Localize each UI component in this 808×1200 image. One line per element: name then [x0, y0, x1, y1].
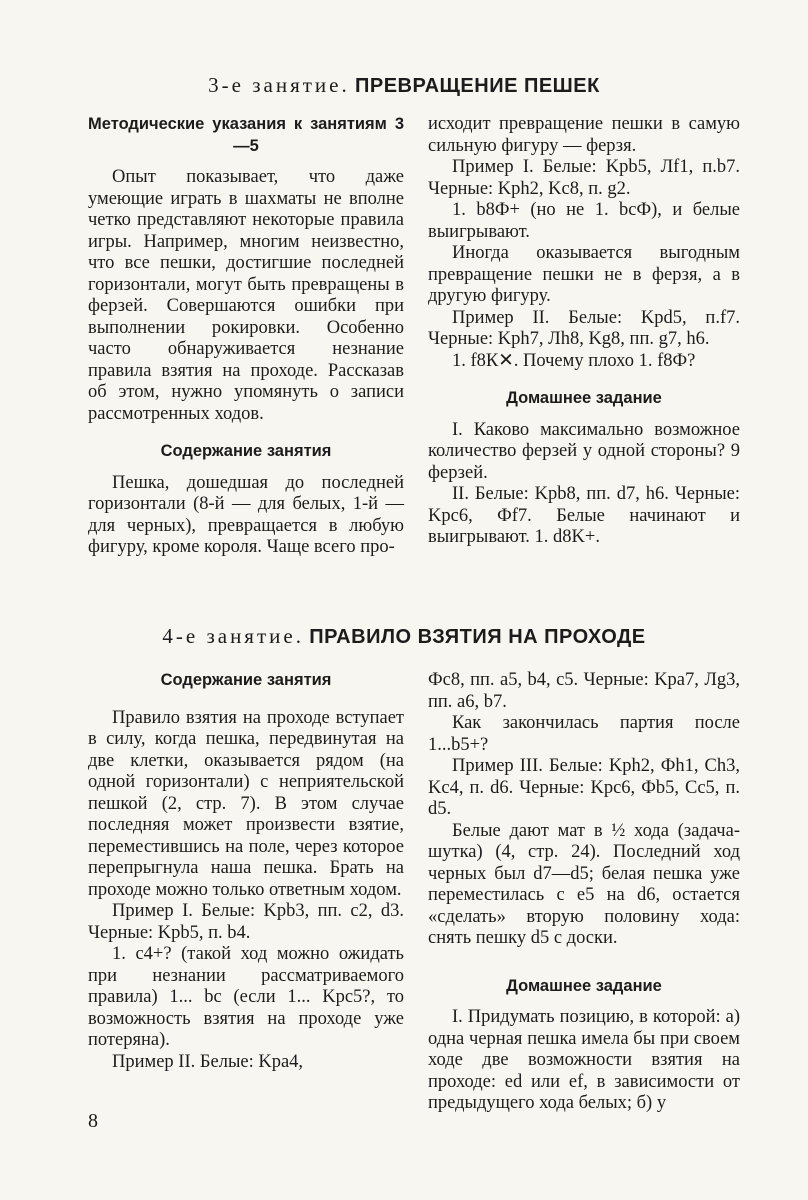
lesson3-number: 3-е занятие. — [208, 73, 350, 97]
paragraph: исходит превращение пешки в самую сильную фигуру — ферзя. — [428, 114, 740, 156]
example-1: Пример I. Белые: Kpb5, Лf1, п.b7. Черные: Kph2, Kc8, п. g2. — [428, 157, 740, 199]
paragraph: Правило взятия на проходе вступает в силу, когда пешка, передвинутая на две клетки, оказывается рядом (на одной горизонтали) с неприятельской пешкой (2, стр. 7). В этом случае последняя может произвести взятие, переместившись на поле, через которое перепрыгнула наша пешка. Брать на проходе можно только ответным ходом. — [88, 707, 404, 900]
lesson3-title — [0, 73, 808, 98]
lesson-content-heading: Содержание занятия — [160, 442, 332, 460]
lesson4-title — [0, 624, 808, 649]
paragraph: Пешка, дошедшая до последней горизонтали (8-й — для белых, 1-й — для черных), превращается в любую фигуру, кроме короля. Чаще всего про- — [88, 472, 404, 557]
lesson4-heading: ПРАВИЛО ВЗЯТИЯ НА ПРОХОДЕ — [309, 626, 646, 648]
paragraph: Иногда оказывается выгодным превращение пешки не в ферзя, а в другую фигуру. — [428, 243, 740, 306]
lesson-content-heading: Содержание занятия — [160, 671, 332, 689]
solution-1: 1. b8Ф+ (но не 1. bcФ), и белые выигрывают. — [428, 200, 740, 242]
paragraph: Белые дают мат в ½ хода (задача-шутка) (4, стр. 24). Последний ход черных был d7—d5; белая пешка уже переместилась с e5 на d6, остается «сделать» вторую половину хода: снять пешку d5 с доски. — [428, 820, 740, 948]
example-1: Пример I. Белые: Kpb3, пп. c2, d3. Черные: Kpb5, п. b4. — [88, 901, 404, 943]
solution-1: 1. c4+? (такой ход можно ожидать при незнании рассматриваемого правила) 1... bc (если 1... Kpc5?, то возможность взятия на проходе уже потеряна). — [88, 944, 404, 1050]
example-3: Пример III. Белые: Kph2, Фh1, Ch3, Kc4, п. d6. Черные: Kpc6, Фb5, Cc5, п. d5. — [428, 756, 740, 819]
lesson4-right-column — [428, 670, 740, 1115]
homework-heading: Домашнее задание — [506, 976, 662, 995]
lesson4-number: 4-е занятие. — [162, 624, 304, 648]
lesson3-heading: ПРЕВРАЩЕНИЕ ПЕШЕК — [355, 75, 600, 97]
lesson3-left-column — [88, 114, 404, 559]
solution-2: 1. f8К✕. Почему плохо 1. f8Ф? — [452, 350, 696, 371]
homework-heading: Домашнее задание — [506, 389, 662, 407]
paragraph: Фc8, пп. a5, b4, c5. Черные: Kpa7, Лg3, пп. a6, b7. — [428, 670, 740, 712]
homework-1: I. Придумать позицию, в которой: а) одна черная пешка имела бы при своем ходе две возможности взятия на проходе: ed или ef, в зависимости от предыдущего хода белых; б) у — [428, 1007, 740, 1113]
homework-1: I. Каково максимально возможное количество ферзей у одной стороны? 9 ферзей. — [428, 419, 740, 483]
homework-2: II. Белые: Kpb8, пп. d7, h6. Черные: Kpc6, Фf7. Белые начинают и выигрывают. 1. d8K+. — [428, 484, 740, 547]
example-2: Пример II. Белые: Kpa4, — [112, 1051, 304, 1072]
question: Как закончилась партия после 1...b5+? — [428, 713, 740, 755]
lesson4-left-column — [88, 670, 404, 1073]
example-2: Пример II. Белые: Kpd5, п.f7. Черные: Kph7, Лh8, Kg8, пп. g7, h6. — [428, 307, 740, 349]
paragraph: Опыт показывает, что даже умеющие играть в шахматы не вполне четко представляют некоторые правила игры. Например, многим неизвестно, что все пешки, достигшие последней горизонтали, могут быть превращены в ферзей. Совершаются ошибки при выполнении рокировки. Особенно часто обнаруживается незнание правила взятия на проходе. Рассказав об этом, нужно упомянуть о записи рассмотренных ходов. — [88, 167, 404, 424]
page-number: 8 — [88, 1110, 98, 1132]
methodical-heading: Методические указания к занятиям 3—5 — [88, 115, 404, 155]
lesson3-right-column — [428, 114, 740, 549]
